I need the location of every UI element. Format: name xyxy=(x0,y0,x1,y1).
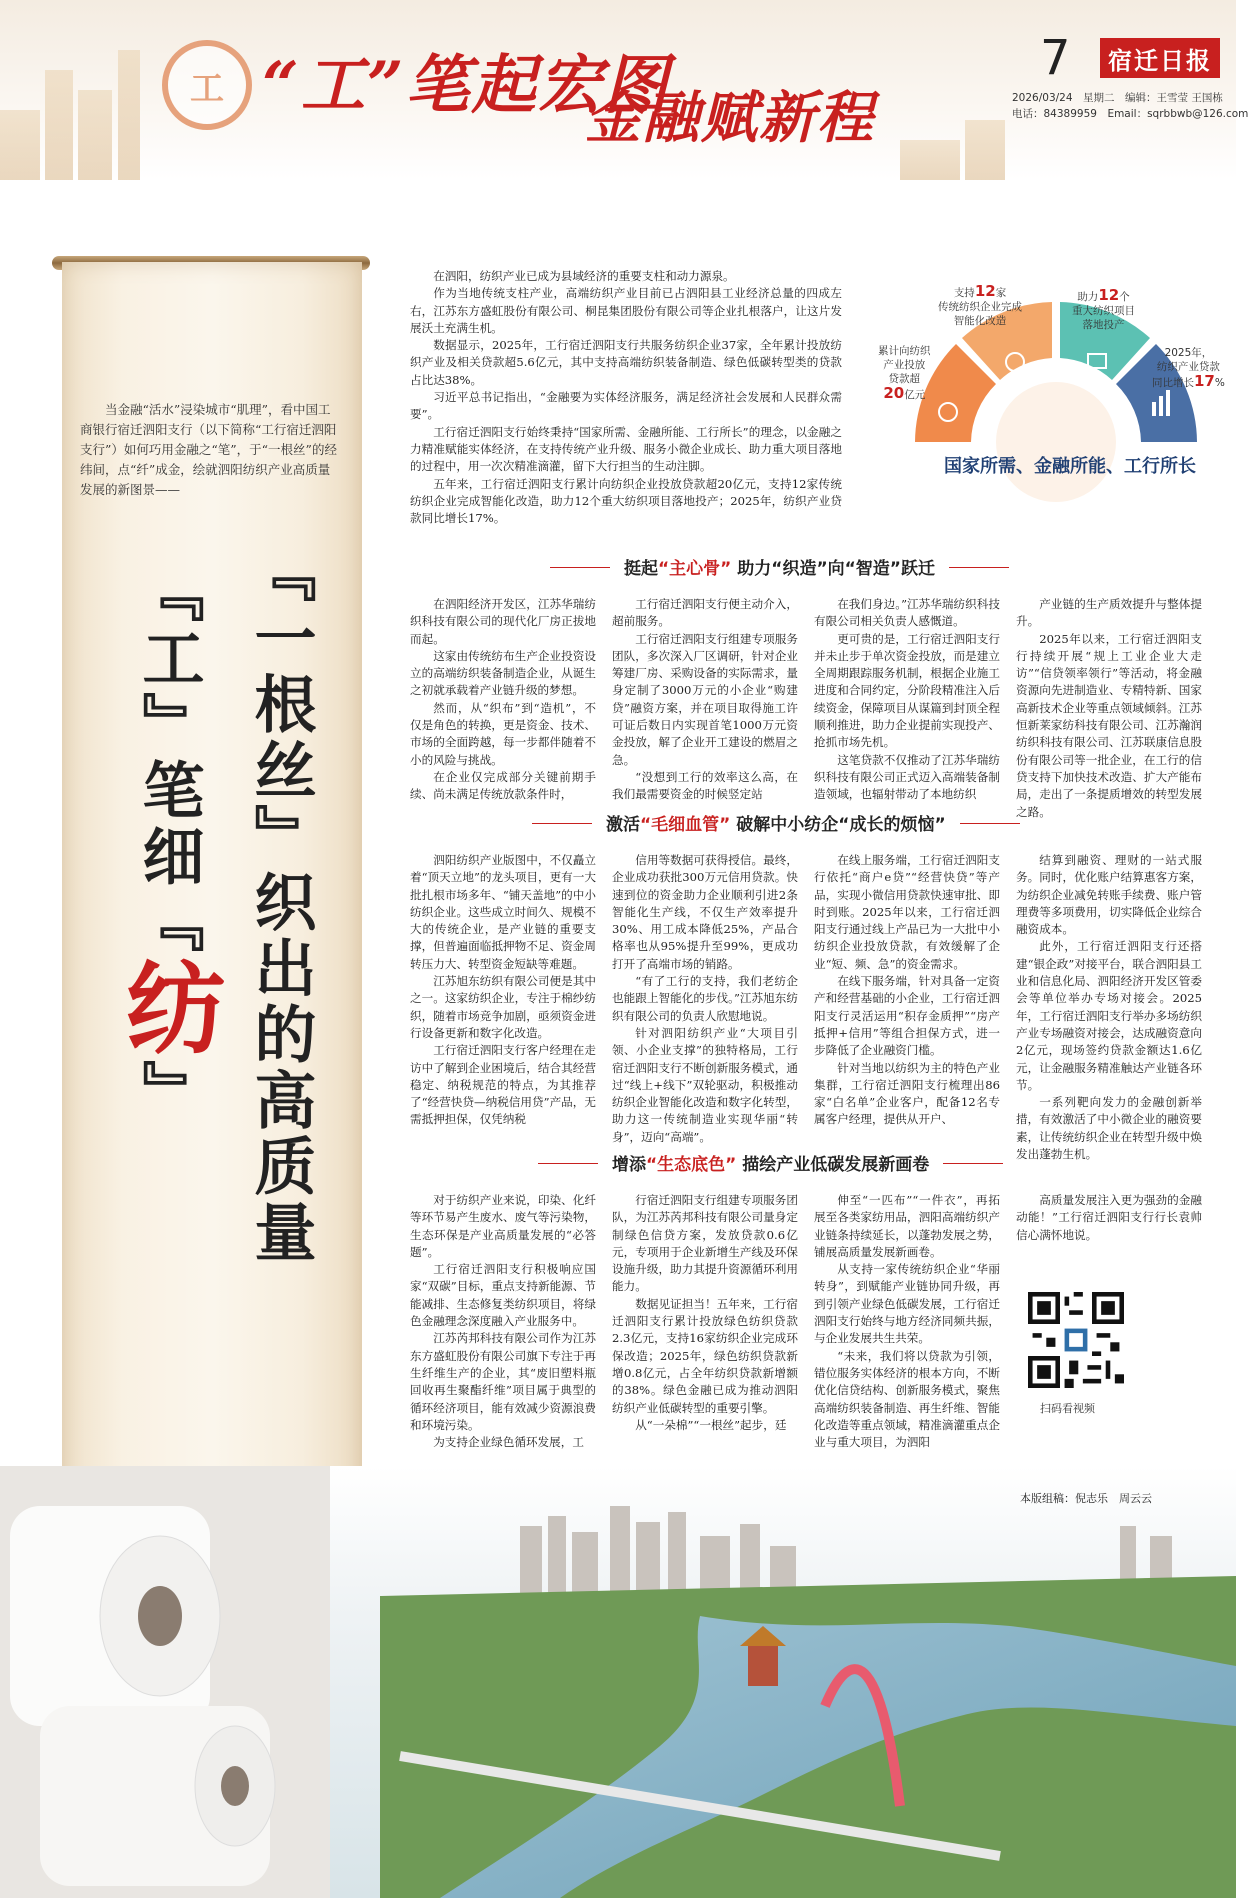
paragraph: 工行宿迁泗阳支行组建专项服务团队，多次深入厂区调研，针对企业筹建厂房、采购设备的实际需求，量身定制了3000万元的小企业“购建贷”融资方案，并在项目取得施工许可证后数日内实现首笔1000万元资金投放，解了企业开工建设的燃眉之急。 xyxy=(612,631,798,767)
paragraph: 产业链的生产质效提升与整体提升。 xyxy=(1016,597,1202,629)
paragraph: 江苏旭东纺织有限公司便是其中之一。这家纺织企业，专注于棉纱纺织，随着市场竞争加剧，亟须资金进行设备更新和数字化改造。 xyxy=(410,974,596,1040)
paragraph: 工行宿迁泗阳支行便主动介入，超前服务。 xyxy=(612,597,798,629)
section-2-column xyxy=(410,852,596,1127)
paragraph: “没想到工行的效率这么高，在我们最需要资金的时候竖定站 xyxy=(612,769,798,802)
paragraph: “有了工行的支持，我们老纺企也能跟上智能化的步伐。”江苏旭东纺织有限公司的负责人欣慰地说。 xyxy=(612,974,798,1023)
section-3-column xyxy=(612,1192,798,1432)
paragraph: 针对泗阳纺织产业“大项目引领、小企业支撑”的独特格局，工行宿迁泗阳支行不断创新服务模式，通过“线上+线下”双轮驱动，积极推动纺织企业智能化改造和数字化转型，助力这一传统制造业实现华丽“转身”，迈向“高端”。 xyxy=(612,1025,798,1144)
paragraph: 针对当地以纺织为主的特色产业集群，工行宿迁泗阳支行梳理出86家“白名单”企业客户，配备12名专属客户经理，提供从开户、 xyxy=(814,1060,1000,1127)
info-item-1: 支持12家 传统纺织企业完成 智能化改造 xyxy=(938,282,1022,327)
info-item-2: 助力12个 重大纺织项目 落地投产 xyxy=(1072,286,1135,331)
paragraph: 工行宿迁泗阳支行始终秉持“国家所需、金融所能、工行所长”的理念，以金融之力精准赋能实体经济，在支持传统产业升级、服务小微企业成长、助力重大项目落地的过程中，用一次次精准滴灌，留下大行担当的生动注脚。 xyxy=(410,424,842,474)
section-1-column xyxy=(1016,596,1202,819)
qr-caption: 扫码看视频 xyxy=(1040,1402,1095,1415)
paragraph: 然而，从“织布”到“造机”，不仅是角色的转换，更是资金、技术、市场的全面跨越，每一步都伴随着不小的风险与挑战。 xyxy=(410,700,596,767)
paragraph: 数据见证担当！五年来，工行宿迁泗阳支行累计投放绿色纺织贷款2.3亿元，支持16家纺织企业完成环保改造；2025年，绿色纺织贷款新增0.8亿元，占全年纺织贷款新增额的38%。绿色金融已成为推动泗阳纺织产业低碳转型的重要引擎。 xyxy=(612,1296,798,1415)
section-3-column xyxy=(814,1192,1000,1450)
paragraph: 为支持企业绿色循环发展，工 xyxy=(433,1435,584,1450)
paragraph: 工行宿迁泗阳支行积极响应国家“双碳”目标，重点支持新能源、节能减排、生态修复类纺织项目，将绿色金融理念深度融入产业服务中。 xyxy=(410,1262,596,1329)
skyline-decoration xyxy=(900,140,960,180)
paragraph: 江苏芮邦科技有限公司作为江苏东方盛虹股份有限公司旗下专注于再生纤维生产的企业，其“废旧塑料瓶回收再生聚酯纤维”项目属于典型的循环经济项目，能有效减少资源浪费和环境污染。 xyxy=(410,1331,596,1432)
paragraph: 伸至“一匹布”“一件衣”，再拓展至各类家纺用品，泗阳高端纺织产业链条持续延长，以蓬勃发展之势，铺展高质量发展新画卷。 xyxy=(814,1193,1000,1259)
paragraph: “未来，我们将以贷款为引领，错位服务实体经济的根本方向，不断优化信贷结构、创新服务模式，聚焦高端纺织装备制造、再生纤维、智能化改造等重点领域，精准滴灌重点企业与重大项目，为泗阳 xyxy=(814,1348,1000,1450)
contact-meta: 电话：84389959 Email：sqrbbwb@126.com xyxy=(1012,108,1248,120)
paragraph: 信用等数据可获得授信。最终，企业成功获批300万元信用贷款。快速到位的资金助力企业顺利引进2条智能化生产线，不仅生产效率提升30%、用工成本降低25%，产品合格率也从95%提升至99%，更成功打开了高端市场的销路。 xyxy=(612,853,798,971)
paragraph: 数据显示，2025年，工行宿迁泗阳支行共服务纺织企业37家，全年累计投放纺织产业及相关贷款超5.6亿元，其中支持高端纺织装备制造、绿色低碳转型类的贷款占比达38%。 xyxy=(410,338,842,387)
newspaper-logo: 宿迁日报 xyxy=(1100,38,1220,78)
paragraph: 在企业仅完成部分关键前期手续、尚未满足传统放款条件时， xyxy=(410,769,596,802)
bar-chart-icon xyxy=(1166,390,1170,416)
info-item-4: 2025年， 纺织产业贷款 同比增长17% xyxy=(1152,347,1225,390)
paragraph: 此外，工行宿迁泗阳支行还搭建“银企政”对接平台，联合泗阳县工业和信息化局、泗阳经济开发区管委会等单位举办专场对接会。2025年，工行宿迁泗阳支行举办多场纺织产业专场融资对接会，达成融资意向2亿元，现场签约贷款金额达1.6亿元，让金融服务精准触达产业链各环节。 xyxy=(1016,939,1202,1092)
info-item-3: 累计向纺织 产业投放 贷款超 20亿元 xyxy=(878,345,931,402)
section-1-column xyxy=(612,596,798,802)
paragraph: 工行宿迁泗阳支行客户经理在走访中了解到企业困境后，结合其经营稳定、纳税规范的特点，为其推荐了“经营快贷—纳税信用贷”产品，无需抵押担保，仅凭纳税 xyxy=(410,1043,596,1127)
infographic xyxy=(878,272,1225,482)
paragraph: 这笔贷款不仅推动了江苏华瑞纺织科技有限公司正式迈入高端装备制造领域，也辐射带动了本地纺织 xyxy=(814,752,1000,802)
issue-meta: 2026/03/24 星期二 编辑：王雪莹 王国栋 xyxy=(1012,92,1223,104)
paragraph: 高质量发展注入更为强劲的金融动能！”工行宿迁泗阳支行行长袁帅信心满怀地说。 xyxy=(1016,1193,1202,1242)
icbc-logo-icon: 工 xyxy=(162,40,252,130)
section-title-2: 激活“毛细血管” 破解中小纺企“成长的烦恼” xyxy=(606,810,946,835)
paragraph: 对于纺织产业来说，印染、化纤等环节易产生废水、废气等污染物，生态环保是产业高质量发展的“必答题”。 xyxy=(410,1193,596,1259)
lead-paragraph: 当金融“活水”浸染城市“肌理”，看中国工商银行宿迁泗阳支行（以下简称“工行宿迁泗阳支行”）如何巧用金融之“笔”，于“一根丝”的经纬间，点“纤”成金，绘就泗阳纺织产业高质量发展的新图景—— xyxy=(80,402,337,497)
paragraph: 一系列靶向发力的金融创新举措，有效激活了中小微企业的融资要素，让传统纺织企业在转型升级中焕发出蓬勃生机。 xyxy=(1016,1095,1202,1162)
main-title-left: 『工』笔细『纺』 xyxy=(109,560,227,1126)
section-1-column xyxy=(410,596,596,802)
title-accent: 纺 xyxy=(109,956,227,1060)
fan-center xyxy=(996,382,1116,502)
section-2-column xyxy=(1016,852,1202,1162)
headline-part2: 金融赋新程 xyxy=(585,85,875,151)
paragraph: 泗阳纺织产业版图中，不仅矗立着“顶天立地”的龙头项目，更有一大批扎根市场多年、“铺天盖地”的中小纺织企业。这些成立时间久、规模不大的传统企业，是产业链的重要支撑，但普遍面临抵押物不足、资金周转压力大、转型资金短缺等难题。 xyxy=(410,853,596,971)
paragraph: 在线下服务端，针对具备一定资产和经营基础的小企业，工行宿迁泗阳支行灵活运用“积存金质押”“房产抵押+信用”等组合担保方式，进一步降低了企业融资门槛。 xyxy=(814,974,1000,1058)
paragraph: 在泗阳经济开发区，江苏华瑞纺织科技有限公司的现代化厂房正拔地而起。 xyxy=(410,597,596,646)
bar-chart-icon xyxy=(1152,402,1156,416)
section-3-column xyxy=(1016,1192,1202,1272)
bar-chart-icon xyxy=(1159,396,1163,416)
paragraph: 这家由传统纺布生产企业投资设立的高端纺织装备制造企业，从诞生之初就承载着产业链升级的梦想。 xyxy=(410,648,596,698)
qr-code[interactable] xyxy=(1028,1292,1124,1388)
skyline-decoration xyxy=(45,70,73,180)
paragraph: 结算到融资、理财的一站式服务。同时，优化账户结算惠客方案，为纺织企业减免转账手续费、账户管理费等多项费用，切实降低企业综合融资成本。 xyxy=(1016,853,1202,937)
intro-text xyxy=(410,268,842,526)
paragraph: 从支持一家传统纺织企业“华丽转身”，到赋能产业链协同升级，再到引领产业绿色低碳发展，工行宿迁泗阳支行始终与地方经济同频共振，与企业发展共生共荣。 xyxy=(814,1262,1000,1346)
section-title-3: 增添“生态底色” 描绘产业低碳发展新画卷 xyxy=(612,1150,929,1175)
section-2-column xyxy=(612,852,798,1144)
paragraph: 习近平总书记指出，“金融要为实体经济服务，满足经济社会发展和人民群众需要”。 xyxy=(410,390,842,422)
main-title-right: 『一根丝』织出的高质量 xyxy=(244,540,317,1266)
paragraph: 更可贵的是，工行宿迁泗阳支行并未止步于单次资金投放，而是建立全周期跟踪服务机制，根据企业施工进度和合同约定，分阶段精准注入后续资金，保障项目从谋篇到封顶全程顺利推进，助力企业提前实现投产、抢抓市场先机。 xyxy=(814,631,1000,750)
skyline-decoration xyxy=(78,90,112,180)
paragraph: 作为当地传统支柱产业，高端纺织产业目前已占泗阳县工业经济总量的四成左右，江苏东方盛虹股份有限公司、桐昆集团股份有限公司等企业扎根落户，让这片发展沃土充满生机。 xyxy=(410,286,842,335)
paragraph: 在我们身边。”江苏华瑞纺织科技有限公司相关负责人感慨道。 xyxy=(814,597,1000,629)
section-3-column xyxy=(410,1192,596,1450)
paragraph: 在泗阳，纺织产业已成为县域经济的重要支柱和动力源泉。 xyxy=(433,269,735,283)
city-river-photo xyxy=(0,1466,1236,1898)
paragraph: 在线上服务端，工行宿迁泗阳支行依托“商户e贷”“经营快贷”等产品，实现小微信用贷款快速审批、即时到账。2025年以来，工行宿迁泗阳支行通过线上产品已为一大批中小纺织企业投放贷款，有效缓解了企业“短、频、急”的资金需求。 xyxy=(814,853,1000,971)
headline-part1: “工”笔起宏图 xyxy=(262,48,670,123)
paragraph: 从“一朵棉”“一根丝”起步，廷 xyxy=(635,1417,787,1432)
skyline-decoration xyxy=(965,120,1005,180)
paragraph: 行宿迁泗阳支行组建专项服务团队，为江苏芮邦科技有限公司量身定制绿色信贷方案，发放贷款0.6亿元，专项用于企业新增生产线及环保设施升级，助力其提升资源循环利用能力。 xyxy=(612,1193,798,1294)
skyline-decoration xyxy=(118,50,140,180)
paragraph: 2025年以来，工行宿迁泗阳支行持续开展“规上工业企业大走访”“信贷领率领行”等活动，将金融资源向先进制造业、专精特新、国家高新技术企业等重点领域倾斜。江苏恒新莱家纺科技有限公司、江苏瀚润纺织科技有限公司、江苏联康信息股份有限公司等一批企业，在工行的信贷支持下加快技术改造、扩大产能布局，走出了一条提质增效的转型发展之路。 xyxy=(1016,631,1202,819)
section-1-column xyxy=(814,596,1000,802)
editor-credit: 本版组稿：倪志乐 周云云 xyxy=(1020,1492,1152,1505)
page-number: 7 xyxy=(1040,30,1071,86)
section-2-column xyxy=(814,852,1000,1127)
infographic-caption: 国家所需、金融所能、工行所长 xyxy=(944,456,1196,477)
skyline-decoration xyxy=(0,110,40,180)
section-title-1: 挺起“主心骨” 助力“织造”向“智造”跃迁 xyxy=(624,554,935,579)
paragraph: 五年来，工行宿迁泗阳支行累计向纺织企业投放贷款超20亿元，支持12家传统纺织企业完成智能化改造，助力12个重大纺织项目落地投产；2025年，纺织产业贷款同比增长17%。 xyxy=(410,476,842,526)
